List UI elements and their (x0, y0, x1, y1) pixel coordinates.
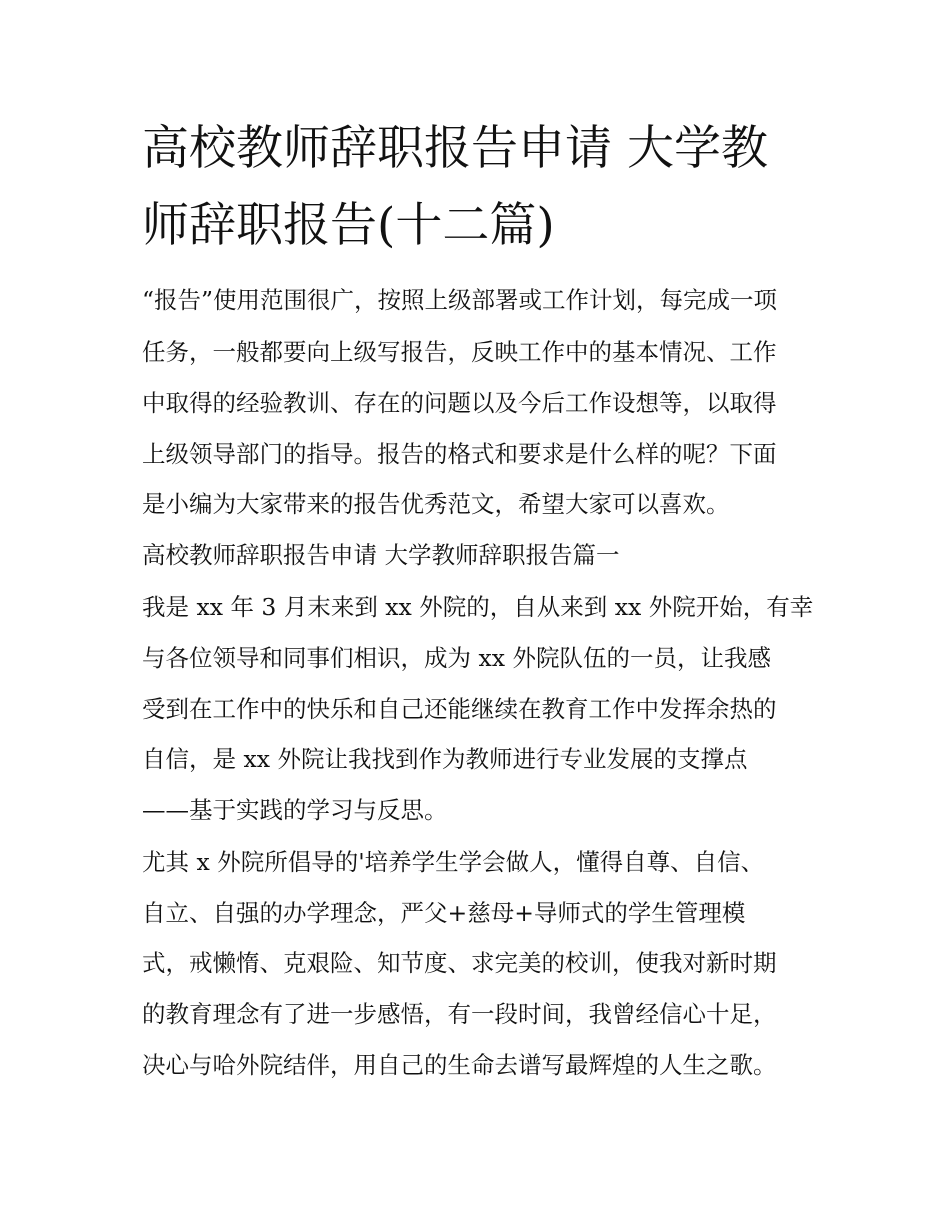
document-title (142, 110, 822, 264)
text-line-8: 与各位领导和同事们相识，成为 xx 外院队伍的一员，让我感 (142, 644, 771, 672)
text-line-11: ——基于实践的学习与反思。 (142, 796, 448, 824)
section-heading: 高校教师辞职报告申请 大学教师辞职报告篇一 (142, 541, 620, 569)
text-line-12: 尤其 x 外院所倡导的'培养学生学会做人，懂得自尊、自信、 (142, 848, 765, 876)
text-line-16: 决心与哈外院结伴，用自己的生命去谱写最辉煌的人生之歌。 (142, 1051, 777, 1079)
text-line-2: 任务，一般都要向上级写报告，反映工作中的基本情况、工作 (142, 338, 777, 366)
text-line-4: 上级领导部门的指导。报告的格式和要求是什么样的呢？下面 (142, 440, 777, 468)
text-line-3: 中取得的经验教训、存在的问题以及今后工作设想等，以取得 (142, 389, 777, 417)
title-line-1: 高校教师辞职报告申请 大学教 (142, 121, 768, 176)
text-line-10: 自信，是 xx 外院让我找到作为教师进行专业发展的支撑点 (142, 745, 748, 773)
title-line-2: 师辞职报告(十二篇) (142, 198, 555, 253)
text-line-7: 我是 xx 年 3 月末来到 xx 外院的，自从来到 xx 外院开始，有幸 (142, 593, 814, 621)
text-line-14: 式，戒懒惰、克艰险、知节度、求完美的校训，使我对新时期 (142, 949, 777, 977)
text-line-13: 自立、自强的办学理念，严父+慈母+导师式的学生管理模 (142, 899, 746, 927)
text-line-15: 的教育理念有了进一步感悟，有一段时间，我曾经信心十足， (142, 1000, 777, 1028)
text-line-9: 受到在工作中的快乐和自己还能继续在教育工作中发挥余热的 (142, 695, 777, 723)
text-line-1: “报告”使用范围很广，按照上级部署或工作计划，每完成一项 (142, 286, 778, 314)
text-line-5: 是小编为大家带来的报告优秀范文，希望大家可以喜欢。 (142, 490, 730, 518)
